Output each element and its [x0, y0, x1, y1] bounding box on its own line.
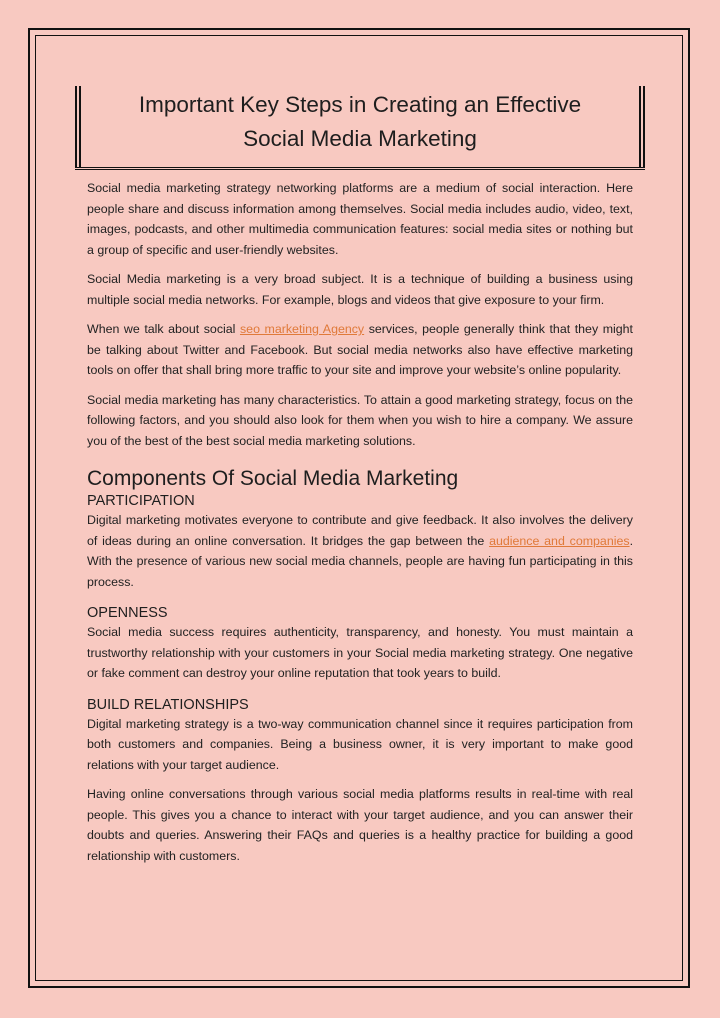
components-heading: Components Of Social Media Marketing — [87, 467, 459, 490]
title-line-1: Important Key Steps in Creating an Effective — [138, 92, 582, 117]
agency-paragraph — [87, 319, 633, 381]
document-body — [87, 178, 633, 875]
relationships-paragraph-1: Digital marketing strategy is a two-way communication channel since it requires participation from both customers and companies. Being a business owner, it is very important to make good relations with your target audience. — [87, 716, 633, 772]
participation-text-start: Digital marketing motivates everyone to contribute and give feedback. It also involves the delivery of ideas during an online conversation. It bridges the gap between the — [87, 513, 633, 548]
participation-paragraph — [87, 510, 633, 592]
agency-paragraph-start: When we talk about social — [87, 322, 240, 336]
intro-paragraph-2: Social Media marketing is a very broad subject. It is a technique of building a business using multiple social media networks. For example, blogs and videos that give exposure to your firm. — [87, 272, 633, 307]
title-line-2: Social Media Marketing — [243, 126, 477, 151]
agency-paragraph-end: services, people generally think that they might be talking about Twitter and Facebook. But social media networks also have effective marketing tools on offer that shall bring more traffic to your site and improve your website’s online popularity. — [87, 322, 633, 377]
relationships-paragraph-2: Having online conversations through various social media platforms results in real-time with real people. This gives you a chance to interact with your target audience, and you can answer their doubts and queries. Answering their FAQs and queries is a healthy practice for building a good relationship with customers. — [87, 787, 633, 863]
document-title — [87, 88, 633, 156]
audience-companies-link[interactable]: audience and companies — [489, 533, 630, 548]
openness-paragraph: Social media success requires authenticity, transparency, and honesty. You must maintain a trustworthy relationship with your customers in your Social media marketing strategy. One negative or fake comment can destroy your online reputation that took years to build. — [87, 625, 633, 680]
participation-text-end: . With the presence of various new social media channels, people are having fun participating in this process. — [87, 533, 634, 589]
characteristics-paragraph: Social media marketing has many characteristics. To attain a good marketing strategy, focus on the following factors, and you should also look for them when you wish to hire a company. We assure you of the best of the best social media marketing solutions. — [87, 392, 633, 448]
relationships-heading: BUILD RELATIONSHIPS — [87, 696, 249, 713]
participation-heading: PARTICIPATION — [87, 493, 195, 509]
title-box — [75, 86, 645, 170]
seo-agency-link[interactable]: seo marketing Agency — [239, 322, 365, 336]
openness-heading: OPENNESS — [87, 605, 168, 621]
intro-paragraph-1: Social media marketing strategy networking platforms are a medium of social interaction. Here people share and discuss information among themselves. Social media includes audio, video, text, images, podcasts, and other multimedia communication features: social media sites or nothing but a group of specific and user-friendly websites. — [87, 181, 633, 257]
